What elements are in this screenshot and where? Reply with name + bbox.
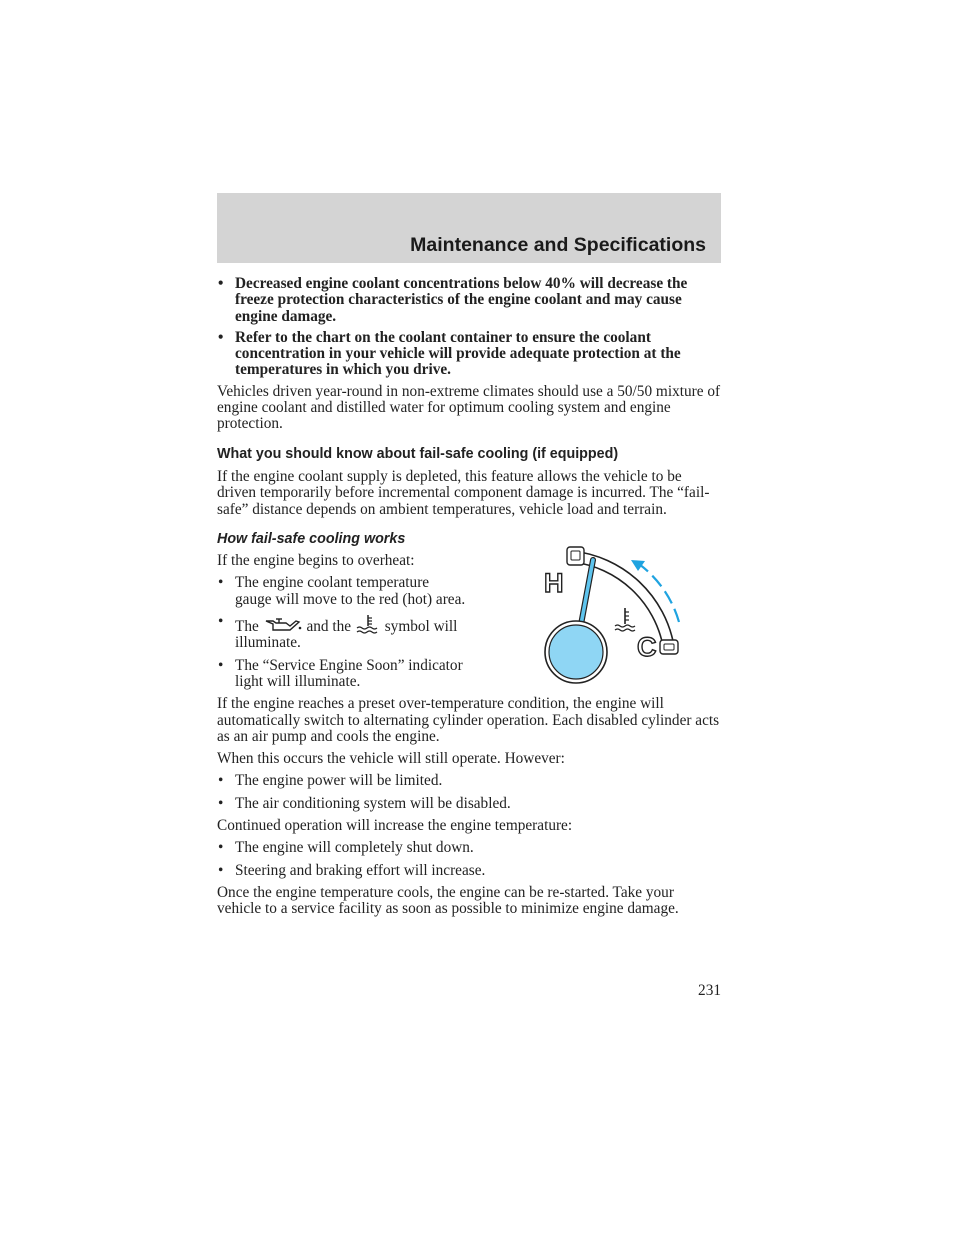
list-item: • The air conditioning system will be disabled. xyxy=(217,796,721,812)
list-item: • The engine will completely shut down. xyxy=(217,840,721,856)
shutdown-list xyxy=(217,840,721,879)
page-number: 231 xyxy=(698,982,721,999)
hot-end-marker xyxy=(567,547,584,565)
continued-operation-paragraph: Continued operation will increase the engine temperature: xyxy=(217,817,573,835)
list-item: • Steering and braking effort will increase. xyxy=(217,863,721,879)
gauge-bulb xyxy=(549,625,603,679)
overheat-intro: If the engine begins to overheat: xyxy=(217,552,415,570)
how-it-works-heading: How fail-safe cooling works xyxy=(217,530,406,547)
section-title: Maintenance and Specifications xyxy=(410,234,706,256)
list-item: • The and the symbol will illuminate. xyxy=(217,614,467,652)
overheat-section xyxy=(217,553,721,690)
list-item: • The engine coolant temperature gauge will move to the red (hot) area. xyxy=(217,575,467,608)
page-content xyxy=(217,276,721,924)
over-temperature-paragraph: If the engine reaches a preset over-temperature condition, the engine will automatically switch to alternating cylinder operation. Each disabled cylinder acts as an air pump and cools the engine. xyxy=(217,695,720,745)
cold-label: C xyxy=(637,632,657,663)
failsafe-heading: What you should know about fail-safe cooling (if equipped) xyxy=(217,445,619,462)
intro-paragraph: Vehicles driven year-round in non-extreme climates should use a 50/50 mixture of engine coolant and distilled water for optimum cooling system and engine protection. xyxy=(217,382,721,433)
cold-end-marker xyxy=(660,640,678,654)
arrowhead xyxy=(631,560,645,571)
oil-can-icon xyxy=(263,616,303,634)
warning-item: • Refer to the chart on the coolant container to ensure the coolant concentration in your vehicle will provide adequate protection at the temperatures in which you drive. xyxy=(217,330,721,379)
overheat-list xyxy=(217,575,467,690)
hot-label: H xyxy=(544,568,564,599)
list-item: • The “Service Engine Soon” indicator light will illuminate. xyxy=(217,658,467,691)
coolant-temperature-icon xyxy=(355,614,381,634)
section-header xyxy=(217,193,721,263)
closing-paragraph: Once the engine temperature cools, the engine can be re-started. Take your vehicle to a service facility as soon as possible to minimize engine damage. xyxy=(217,883,679,918)
list-item: • The engine power will be limited. xyxy=(217,773,721,789)
temperature-gauge-illustration xyxy=(543,546,693,696)
warning-item: • Decreased engine coolant concentrations below 40% will decrease the freeze protection characteristics of the engine coolant and may cause engine damage. xyxy=(217,276,721,325)
limit-list xyxy=(217,773,721,812)
warning-list xyxy=(217,276,721,379)
failsafe-paragraph: If the engine coolant supply is depleted, this feature allows the vehicle to be driven temporarily before incremental component damage is incurred. The “fail-safe” distance depends on ambient temperatures, vehicle load and terrain. xyxy=(217,467,710,518)
still-operate-paragraph: When this occurs the vehicle will still operate. However: xyxy=(217,750,565,768)
coolant-temperature-symbol xyxy=(615,608,635,631)
